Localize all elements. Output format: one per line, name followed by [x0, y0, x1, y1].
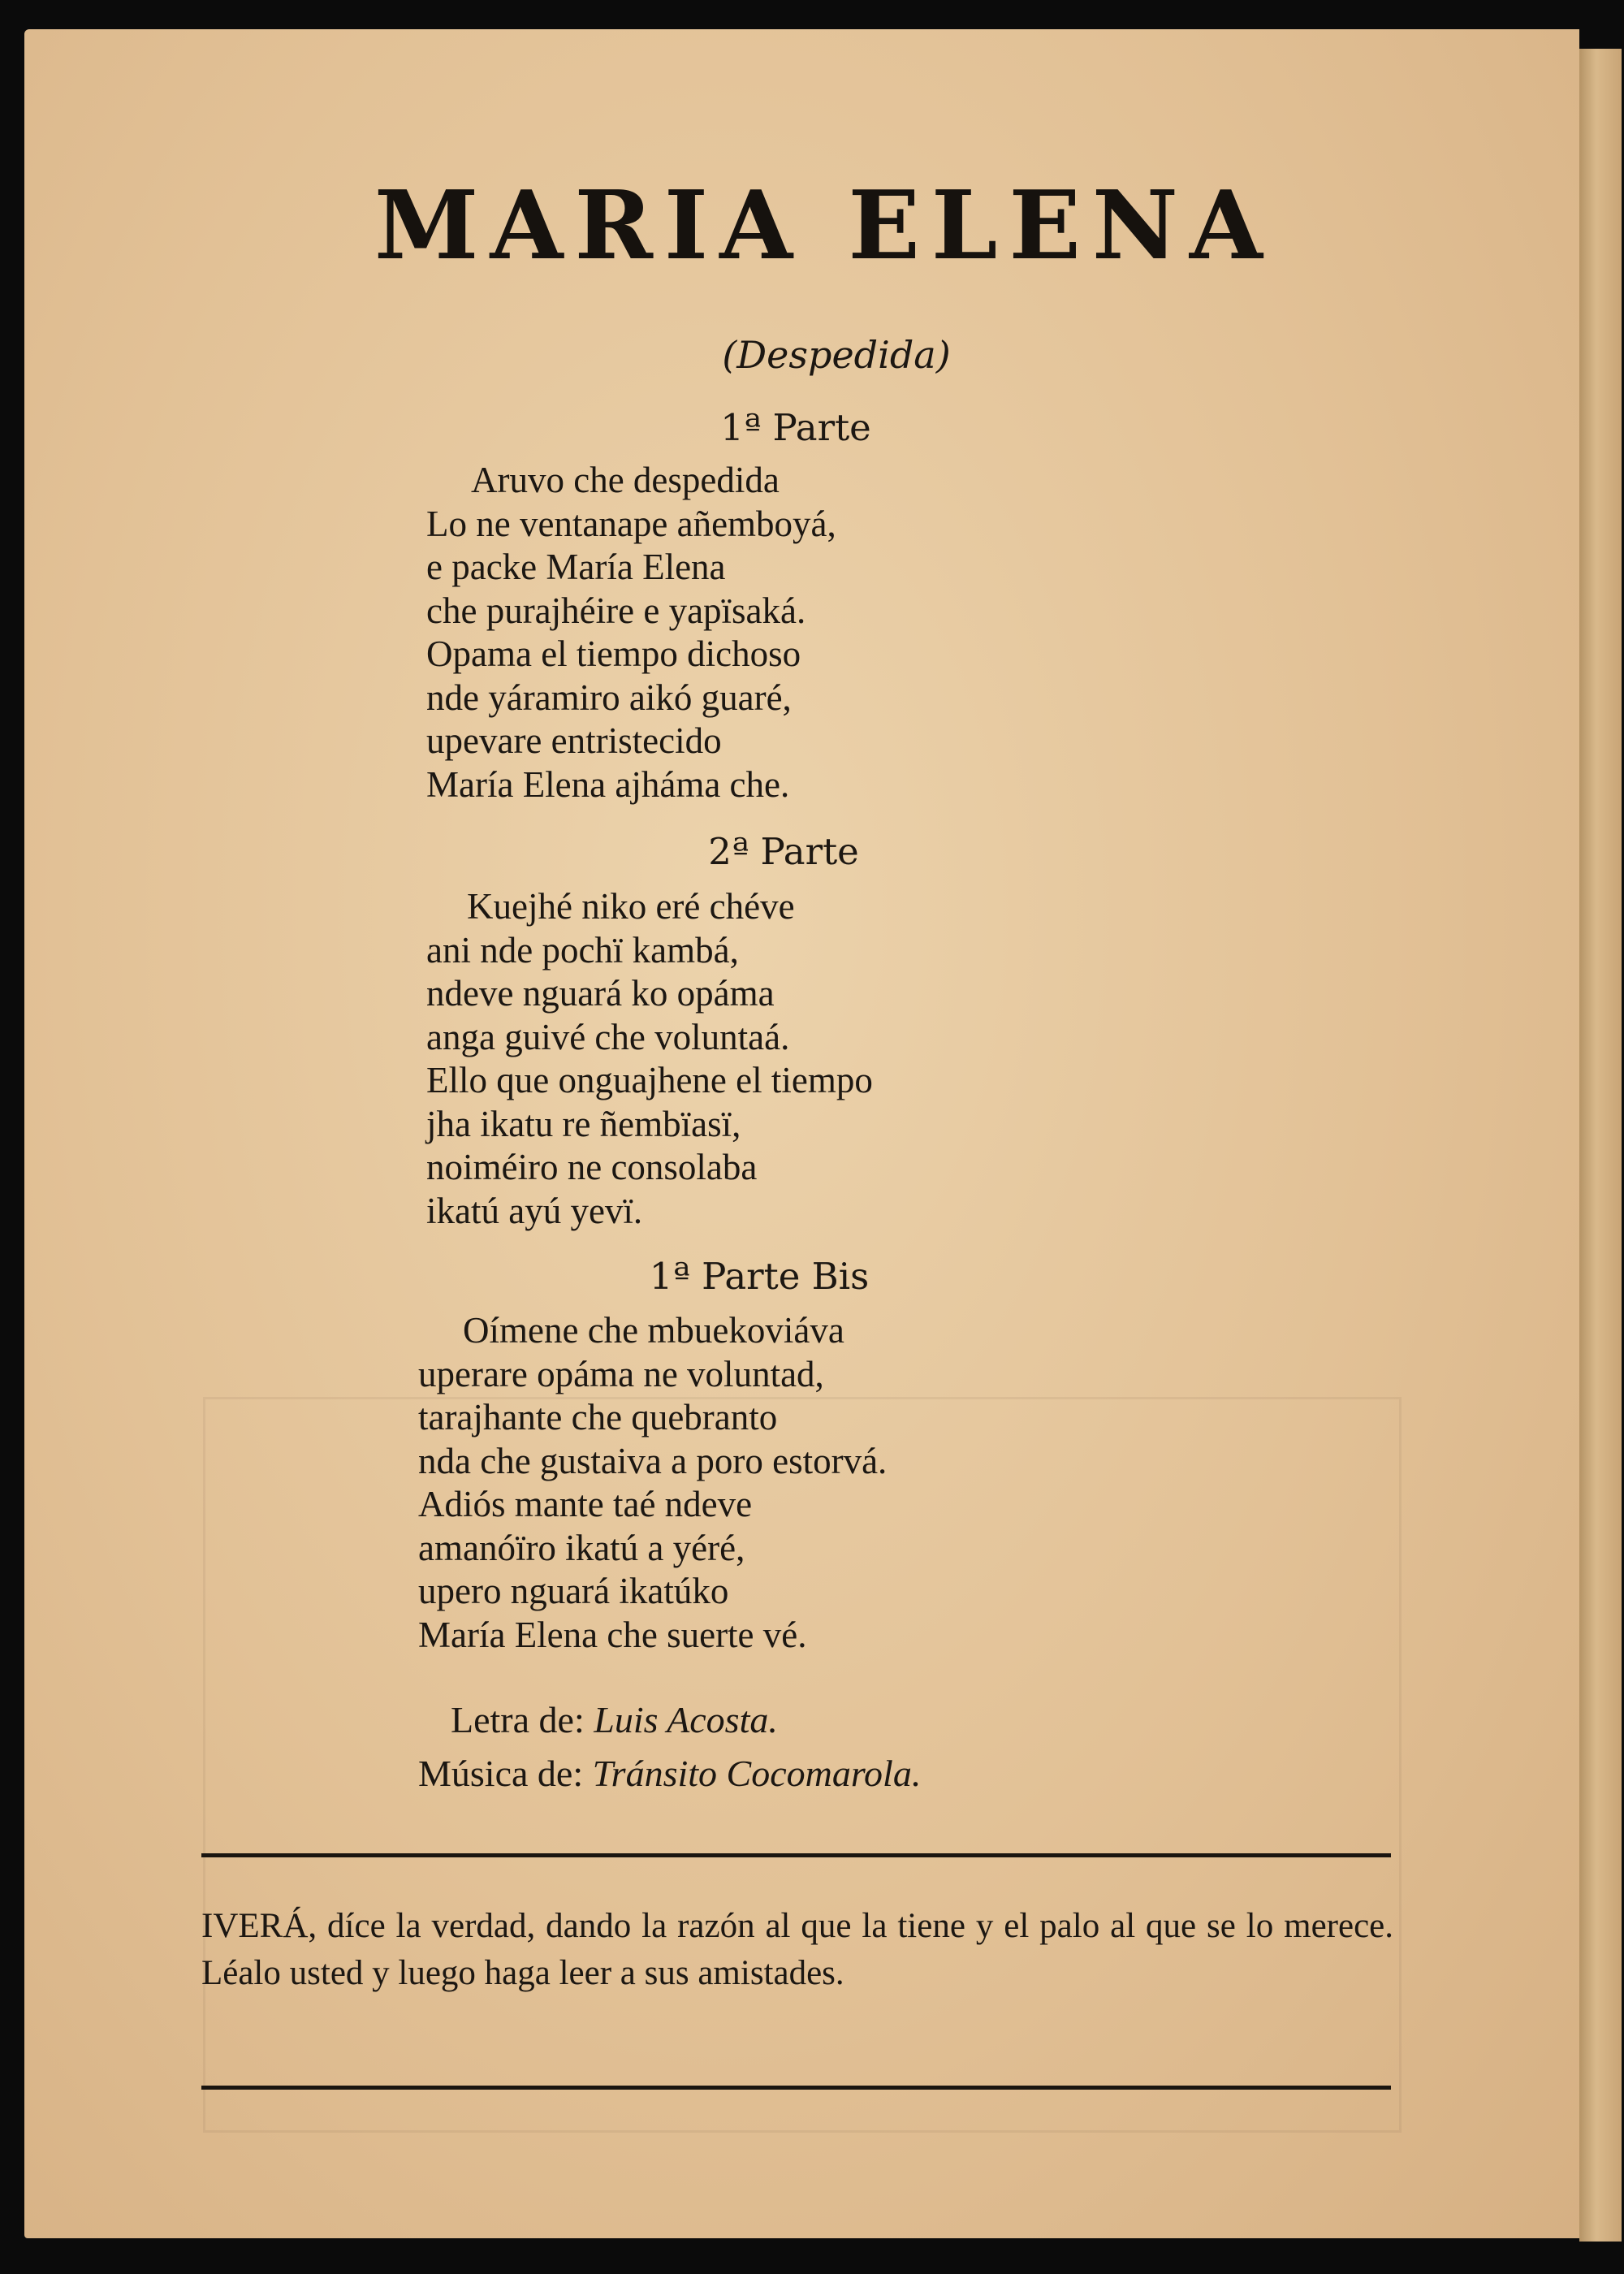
- section-heading-3: 1ª Parte Bis: [649, 1255, 870, 1298]
- lyrics-credit: [418, 1693, 921, 1747]
- verse-line: upero nguará ikatúko: [418, 1571, 729, 1611]
- verse-line: ndeve nguará ko opáma: [426, 973, 775, 1014]
- verse-line: amanóïro ikatú a yéré,: [418, 1527, 745, 1568]
- lyrics-label: Letra de:: [451, 1699, 585, 1740]
- verse-line: nde yáramiro aikó guaré,: [426, 677, 792, 718]
- divider-bottom: [201, 2086, 1391, 2090]
- verse-line: Oímene che mbuekoviáva: [463, 1310, 844, 1351]
- music-author: Tránsito Cocomarola.: [592, 1753, 922, 1794]
- verse-line: e packe María Elena: [426, 547, 726, 587]
- verse-line: María Elena ajháma che.: [426, 763, 790, 805]
- verse-line: Adiós mante taé ndeve: [418, 1484, 753, 1524]
- divider-top: [201, 1853, 1391, 1857]
- notice-text: IVERÁ, díce la verdad, dando la razón al que la tiene y el palo al que se lo merece. Léalo usted y luego haga leer a sus amistades.: [201, 1907, 1393, 1992]
- verse-line: ikatú ayú yevï.: [426, 1190, 643, 1231]
- song-subtitle: (Despedida): [722, 333, 951, 377]
- verse-line: María Elena che suerte vé.: [418, 1614, 807, 1655]
- verse-line: Lo ne ventanape añemboyá,: [426, 503, 836, 544]
- section-heading-1: 1ª Parte: [720, 406, 871, 449]
- verse-line: upevare entristecido: [426, 720, 722, 761]
- verse-section-2: [426, 885, 873, 1233]
- verse-line: noiméiro ne consolaba: [426, 1147, 758, 1187]
- verse-line: uperare opáma ne voluntad,: [418, 1353, 824, 1394]
- music-label: Música de:: [418, 1753, 584, 1794]
- verse-line: che purajhéire e yapïsaká.: [426, 590, 806, 631]
- song-credits: [418, 1693, 921, 1801]
- music-credit: [418, 1747, 921, 1801]
- verse-section-1: [426, 459, 836, 806]
- verse-line: ani nde pochï kambá,: [426, 929, 739, 971]
- verse-section-3: [418, 1309, 887, 1657]
- verse-line: Kuejhé niko eré chéve: [467, 886, 795, 927]
- page-spine: [1579, 49, 1622, 2242]
- verse-line: Aruvo che despedida: [471, 460, 780, 500]
- verse-line: nda che gustaiva a poro estorvá.: [418, 1440, 888, 1481]
- section-heading-2: 2ª Parte: [708, 830, 859, 873]
- song-title: MARIA ELENA: [374, 171, 1274, 281]
- verse-line: Opama el tiempo dichoso: [426, 633, 801, 674]
- verse-line: anga guivé che voluntaá.: [426, 1016, 790, 1057]
- verse-line: jha ikatu re ñembïasï,: [426, 1103, 741, 1144]
- lyrics-author: Luis Acosta.: [594, 1699, 778, 1740]
- verse-line: Ello que onguajhene el tiempo: [426, 1060, 873, 1100]
- verse-line: tarajhante che quebranto: [418, 1397, 778, 1437]
